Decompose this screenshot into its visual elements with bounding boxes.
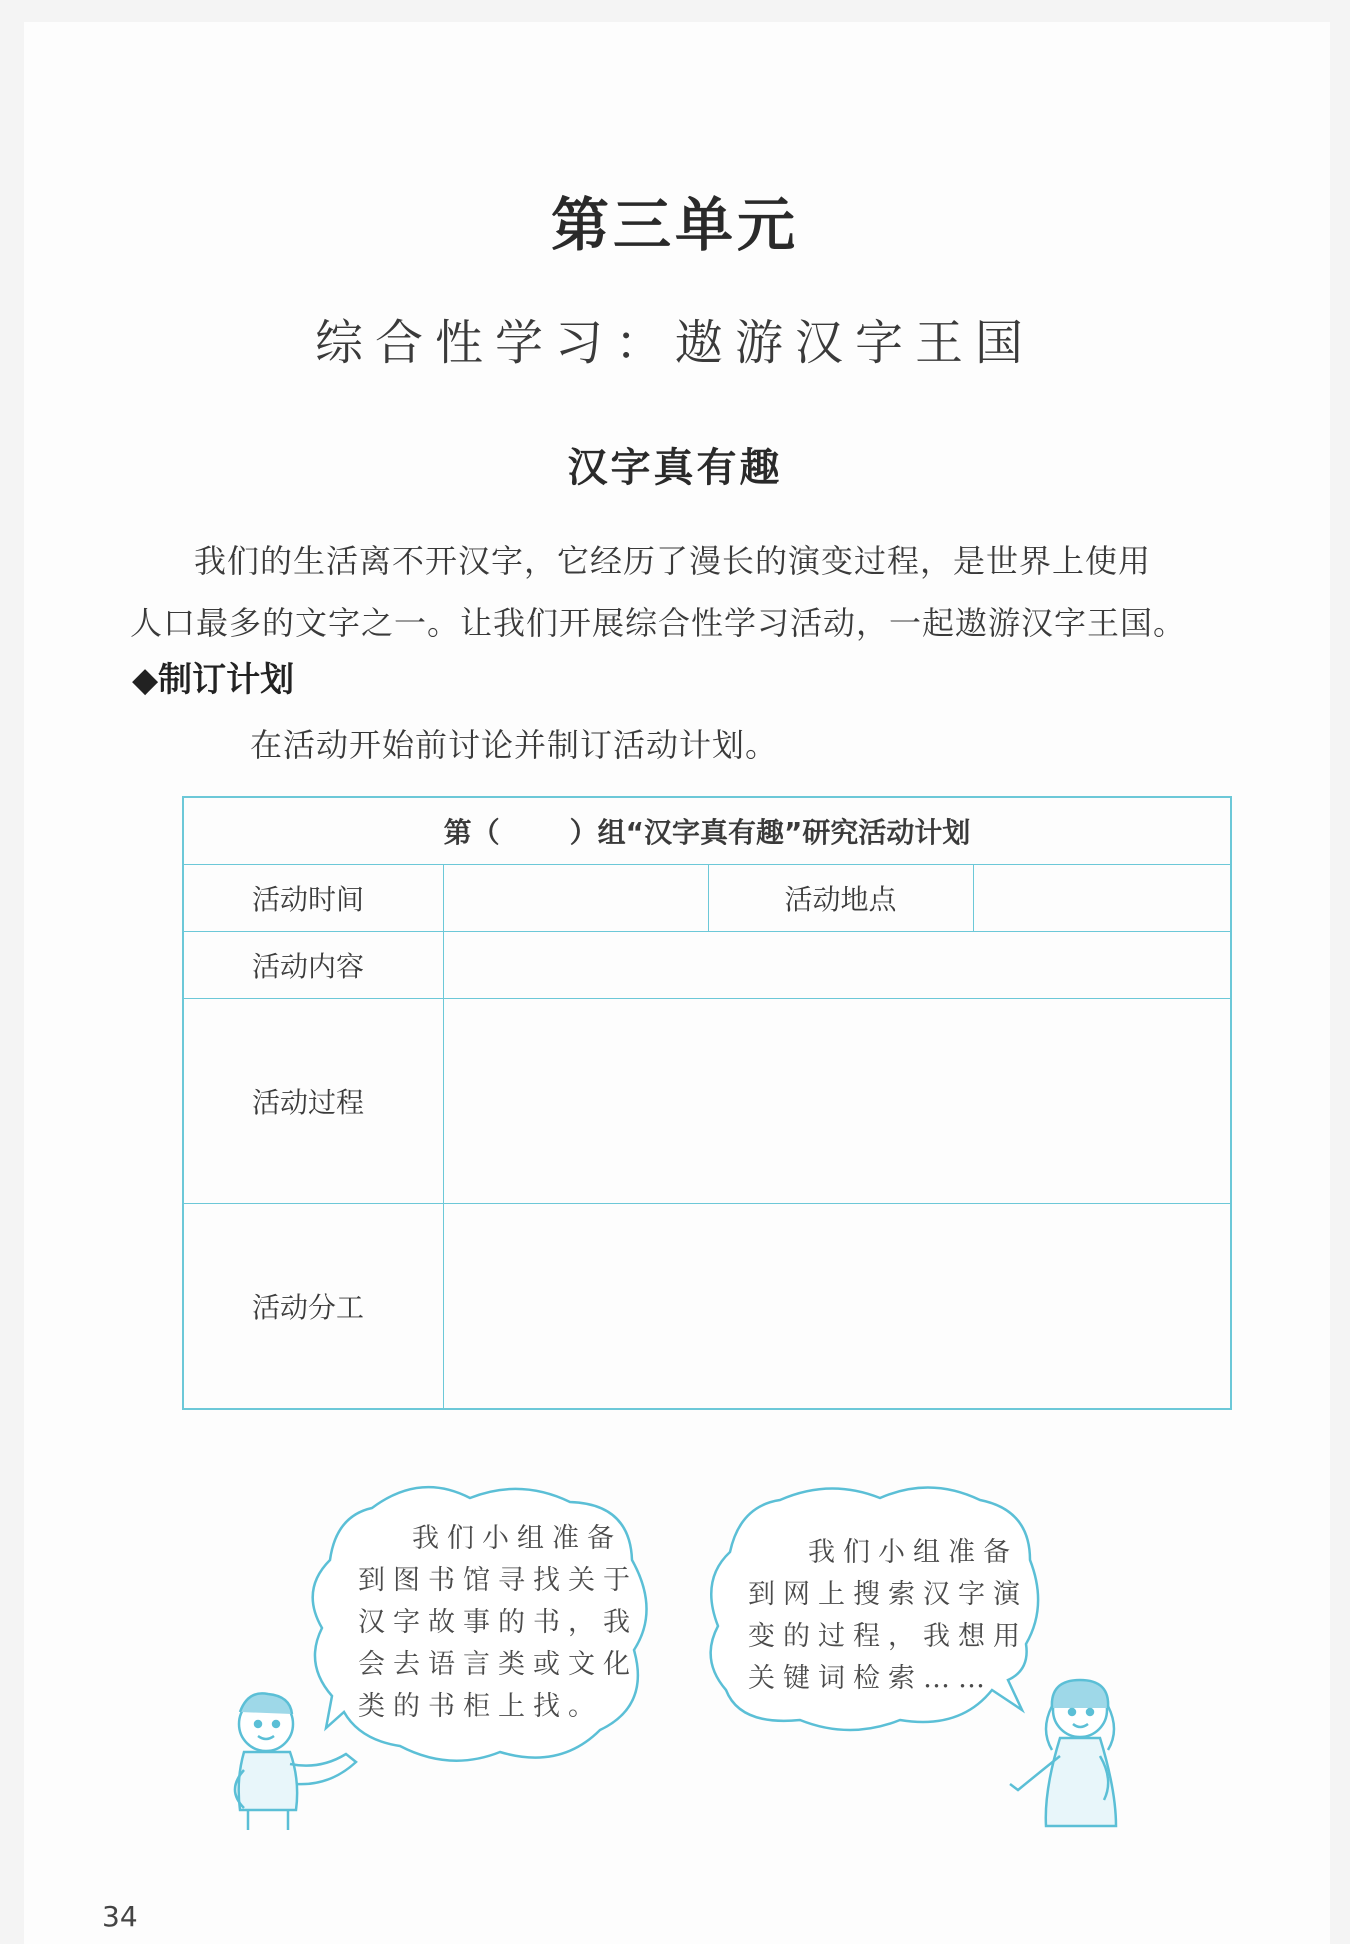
plan-title-prefix: 第（ <box>443 816 500 849</box>
place-label: 活动地点 <box>708 865 973 932</box>
process-label: 活动过程 <box>183 999 443 1204</box>
right-bubble-line-1: 我们小组准备 <box>808 1537 1018 1568</box>
intro-line-1: 我们的生活离不开汉字，它经历了漫长的演变过程，是世界上使用 <box>194 542 1152 580</box>
left-bubble-line-5: 类的书柜上找。 <box>358 1691 603 1722</box>
time-label: 活动时间 <box>183 865 443 932</box>
right-bubble-line-3: 变的过程，我想用 <box>748 1621 1028 1652</box>
lesson-title: 汉字真有趣 <box>567 445 783 491</box>
unit-title: 第三单元 <box>550 191 799 259</box>
page-number: 34 <box>102 1900 138 1933</box>
content-label: 活动内容 <box>183 932 443 999</box>
girl-illustration <box>1010 1680 1116 1826</box>
left-bubble-line-1: 我们小组准备 <box>412 1523 622 1554</box>
left-bubble-text <box>358 1518 638 1728</box>
right-bubble-line-4: 关键词检索…… <box>748 1663 993 1694</box>
right-bubble-line-2: 到网上搜索汉字演 <box>748 1579 1028 1610</box>
division-label: 活动分工 <box>183 1204 443 1410</box>
right-bubble-text <box>748 1532 1028 1700</box>
section-heading: ◆制订计划 <box>132 660 295 700</box>
plan-title-suffix: ）组“汉字真有趣”研究活动计划 <box>569 816 971 849</box>
left-bubble-line-2: 到图书馆寻找关于 <box>358 1565 638 1596</box>
intro-line-2: 人口最多的文字之一。让我们开展综合性学习活动，一起遨游汉字王国。 <box>130 604 1187 642</box>
left-bubble-line-3: 汉字故事的书，我 <box>358 1607 638 1638</box>
section-instruction: 在活动开始前讨论并制订活动计划。 <box>250 726 779 764</box>
left-bubble-line-4: 会去语言类或文化 <box>358 1649 638 1680</box>
activity-subtitle: 综合性学习：遨游汉字王国 <box>314 315 1035 371</box>
